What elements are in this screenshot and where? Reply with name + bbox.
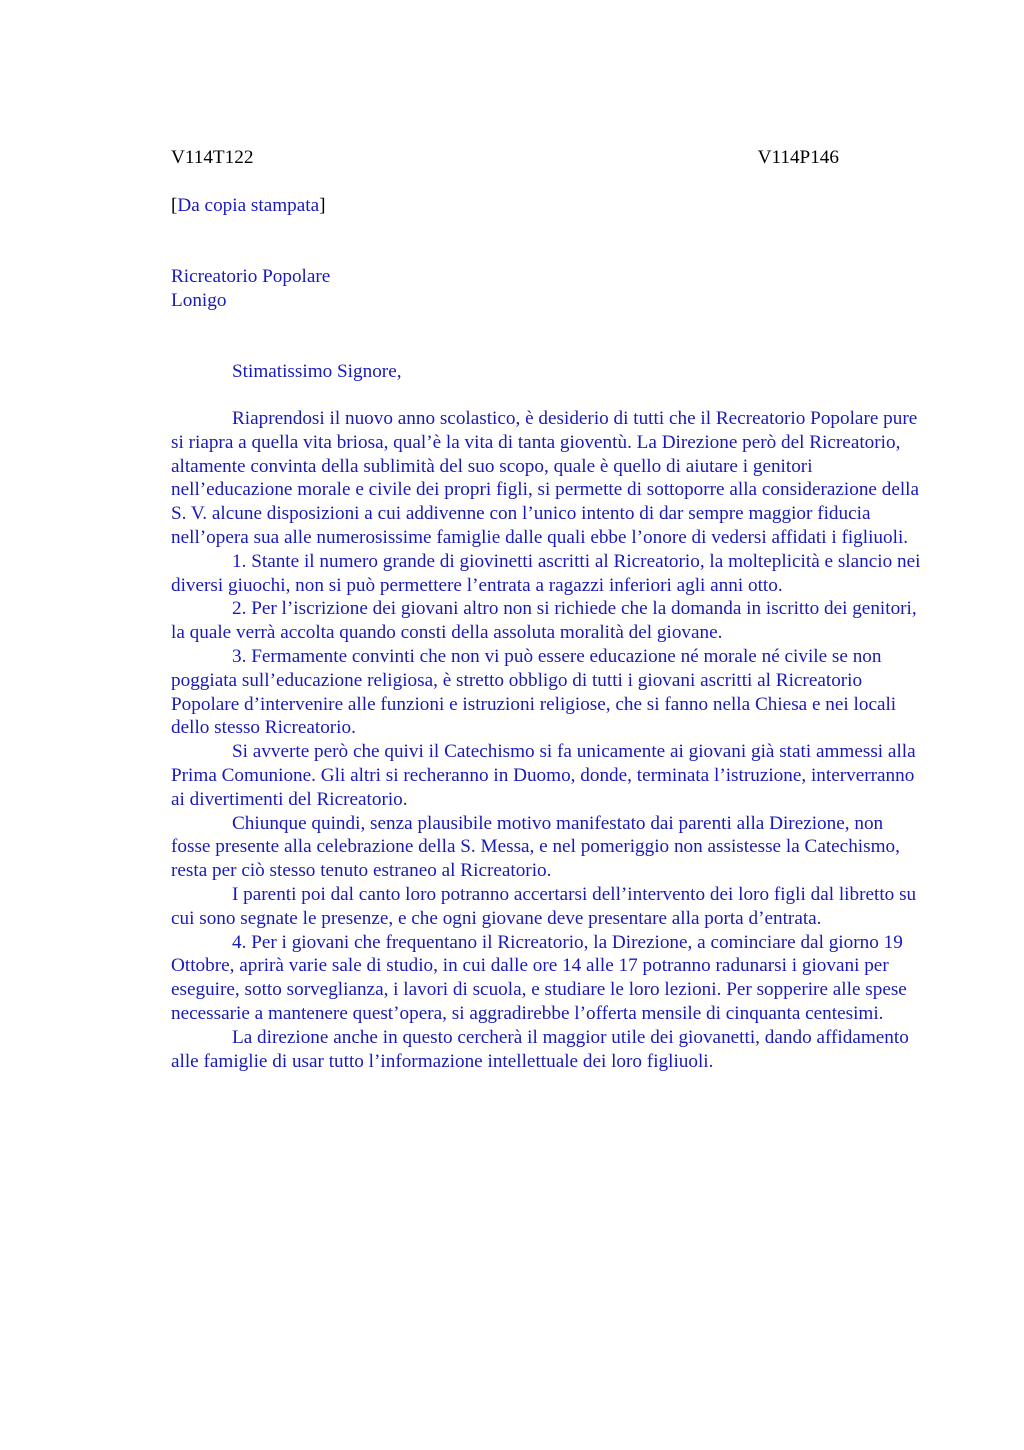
header-codes (171, 146, 839, 170)
paragraph-rule-1: 1. Stante il numero grande di giovinetti ascritti al Ricreatorio, la molteplicità e slancio nei diversi giuochi, non si può permettere l’entrata a ragazzi inferiori agli anni otto. (171, 550, 921, 596)
source-open-bracket: [ (171, 195, 178, 216)
recipient-name: Ricreatorio Popolare (171, 266, 331, 287)
paragraph-rule-2: 2. Per l’iscrizione dei giovani altro non si richiede che la domanda in iscritto dei genitori, la quale verrà accolta quando consti della assoluta moralità del giovane. (171, 598, 917, 644)
paragraph-parents: I parenti poi dal canto loro potranno accertarsi dell’intervento dei loro figli dal libretto su cui sono segnate le presenze, e che ogni giovane deve presentare alla porta d’entrata. (171, 883, 917, 929)
salutation: Stimatissimo Signore, (232, 361, 402, 382)
document-code-left: V114T122 (171, 147, 254, 168)
recipient-place: Lonigo (171, 289, 227, 311)
paragraph-closing: La direzione anche in questo cercherà il maggior utile dei giovanetti, dando affidamento alle famiglie di usar tutto l’informazione intellettuale dei loro figliuoli. (171, 1026, 909, 1072)
recipient-block (171, 265, 330, 313)
letter-body (171, 407, 927, 1073)
paragraph-rule-3: 3. Fermamente convinti che non vi può essere educazione né morale né civile se non poggiata sull’educazione religiosa, è stretto obbligo di tutti i giovani ascritti al Ricreatorio Popolare d’intervenire alle funzioni e istruzioni religiose, che si fanno nella Chiesa e nei locali dello stesso Ricreatorio. (171, 645, 897, 739)
source-close-bracket: ] (319, 195, 326, 216)
paragraph-catechism-note: Si avverte però che quivi il Catechismo si fa unicamente ai giovani già stati ammessi alla Prima Comunione. Gli altri si recheranno in Duomo, donde, terminata l’istruzione, interverranno ai divertimenti del Ricreatorio. (171, 741, 916, 810)
paragraph-intro: Riaprendosi il nuovo anno scolastico, è desiderio di tutti che il Recreatorio Popolare pure si riapra a quella vita briosa, qual’è la vita di tanta gioventù. La Direzione però del Ricreatorio, altamente convinta della sublimità del suo scopo, quale è quello di aiutare i genitori nell’educazione morale e civile dei propri figli, si permette di sottoporre alla considerazione della S. V. alcune disposizioni a cui addivenne con l’unico intento di dar sempre maggior fiducia nell’opera sua alle numerosissime famiglie dalle quali ebbe l’onore di vedersi affidati i figliuoli. (171, 408, 920, 548)
source-text: Da copia stampata (177, 195, 320, 216)
source-note (171, 194, 326, 218)
paragraph-rule-4: 4. Per i giovani che frequentano il Ricreatorio, la Direzione, a cominciare dal giorno 19 Ottobre, aprirà varie sale di studio, in cui dalle ore 14 alle 17 potranno radunarsi i giovani per eseguire, sotto sorveglianza, i lavori di scuola, e studiare le loro lezioni. Per sopperire alle spese necessarie a mantenere quest’opera, si aggradirebbe l’offerta mensile di cinquanta centesimi. (171, 931, 907, 1024)
document-code-right: V114P146 (757, 147, 839, 168)
paragraph-attendance: Chiunque quindi, senza plausibile motivo manifestato dai parenti alla Direzione, non fosse presente alla celebrazione della S. Messa, e nel pomeriggio non assistesse la Catechismo, resta per ciò stesso tenuto estraneo al Ricreatorio. (171, 812, 900, 882)
